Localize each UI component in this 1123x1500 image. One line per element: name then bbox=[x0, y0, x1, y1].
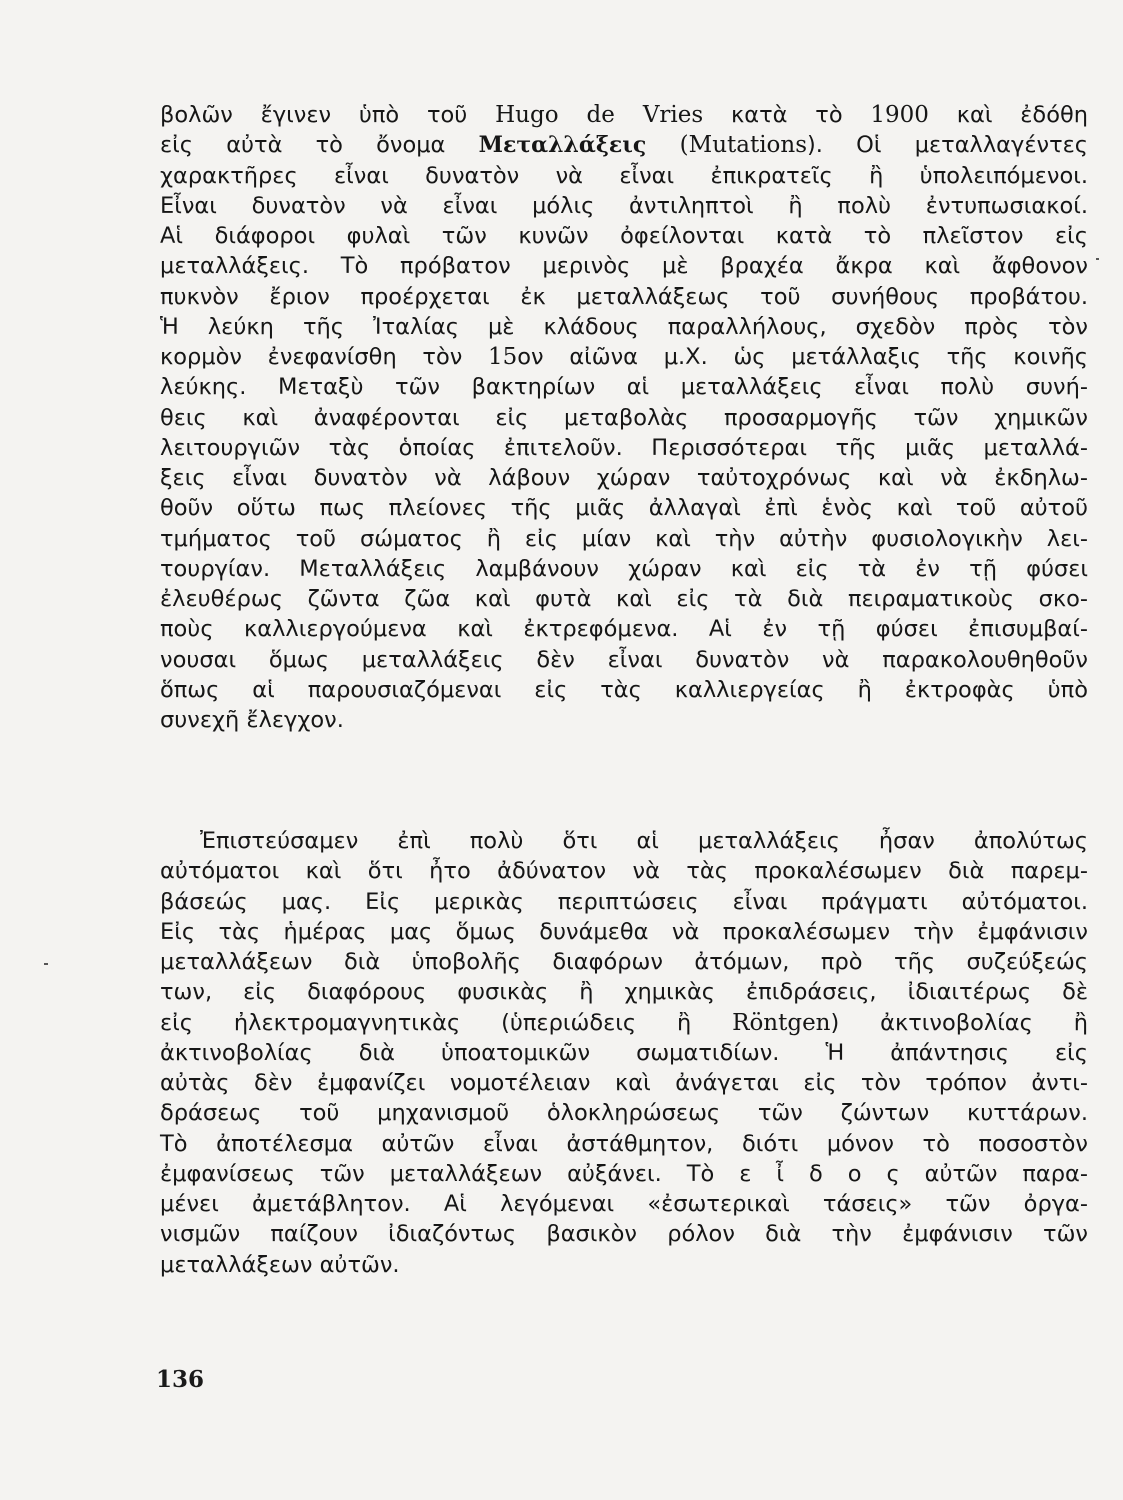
text-line: θεις καὶ ἀναφέρονται εἰς μεταβολὰς προσαρμογῆς τῶν χημικῶν bbox=[160, 404, 1088, 431]
text-line: Εἰς τὰς ἡμέρας μας ὅμως δυνάμεθα νὰ προκαλέσωμεν τὴν ἐμφάνισιν bbox=[160, 918, 1088, 945]
text-line: βολῶν ἔγινεν ὑπὸ τοῦ Hugo de Vries κατὰ τὸ 1900 καὶ ἐδόθη bbox=[160, 102, 1088, 128]
margin-speck bbox=[1096, 258, 1099, 260]
text-line: ἀκτινοβολίας διὰ ὑποατομικῶν σωματιδίων. Ἡ ἀπάντησις εἰς bbox=[160, 1039, 1088, 1066]
text-line: ὅπως αἱ παρουσιαζόμεναι εἰς τὰς καλλιεργείας ἢ ἐκτροφὰς ὑπὸ bbox=[160, 676, 1088, 703]
text-line: χαρακτῆρες εἶναι δυνατὸν νὰ εἶναι ἐπικρατεῖς ἢ ὑπολειπόμενοι. bbox=[160, 162, 1088, 189]
text-line: συνεχῆ ἔλεγχον. bbox=[160, 707, 344, 733]
text-line: Αἱ διάφοροι φυλαὶ τῶν κυνῶν ὀφείλονται κατὰ τὸ πλεῖστον εἰς bbox=[160, 223, 1088, 249]
bold-term: Μεταλλάξεις bbox=[478, 132, 647, 159]
text-line: Τὸ ἀποτέλεσμα αὐτῶν εἶναι ἀστάθμητον, διότι μόνον τὸ ποσοστὸν bbox=[160, 1130, 1088, 1157]
latin-term: Mutations bbox=[688, 132, 808, 159]
text-line: των, εἰς διαφόρους φυσικὰς ἢ χημικὰς ἐπιδράσεις, ἰδιαιτέρως δὲ bbox=[160, 979, 1088, 1006]
text-line: μεταλλάξεις. Τὸ πρόβατον μερινὸς μὲ βραχέα ἄκρα καὶ ἄφθονον bbox=[160, 253, 1088, 280]
text-line: αὐτόματοι καὶ ὅτι ἦτο ἀδύνατον νὰ τὰς προκαλέσωμεν διὰ παρεμ- bbox=[160, 858, 1088, 885]
text-line: εἰς ἠλεκτρομαγνητικὰς (ὑπεριώδεις ἢ Röntgen) ἀκτινοβολίας ἢ bbox=[160, 1009, 1088, 1036]
text-line: Εἶναι δυνατὸν νὰ εἶναι μόλις ἀντιληπτοὶ ἢ πολὺ ἐντυπωσιακοί. bbox=[160, 192, 1088, 219]
text-line: εἰς αὐτὰ τὸ ὄνομα Μεταλλάξεις (Mutations). Οἱ μεταλλαγέντες bbox=[160, 132, 1088, 159]
text-line: λειτουργιῶν τὰς ὁποίας ἐπιτελοῦν. Περισσότεραι τῆς μιᾶς μεταλλά- bbox=[160, 434, 1088, 461]
text-line: ἐμφανίσεως τῶν μεταλλάξεων αὐξάνει. Τὸ ε ἶ δ ο ς αὐτῶν παρα- bbox=[160, 1160, 1088, 1187]
text-line: ξεις εἶναι δυνατὸν νὰ λάβουν χώραν ταὐτοχρόνως καὶ νὰ ἐκδηλω- bbox=[160, 465, 1088, 491]
text-line: κορμὸν ἐνεφανίσθη τὸν 15ον αἰῶνα μ.Χ. ὡς μετάλλαξις τῆς κοινῆς bbox=[160, 344, 1088, 370]
year: 1900 bbox=[870, 102, 929, 128]
text-line: μεταλλάξεων αὐτῶν. bbox=[160, 1251, 400, 1278]
text-line: τουργίαν. Μεταλλάξεις λαμβάνουν χώραν καὶ εἰς τὰ ἐν τῇ φύσει bbox=[160, 555, 1088, 582]
text-line: Ἡ λεύκη τῆς Ἰταλίας μὲ κλάδους παραλλήλους, σχεδὸν πρὸς τὸν bbox=[160, 313, 1088, 340]
century-number: 15 bbox=[488, 344, 518, 370]
text-line: αὐτὰς δὲν ἐμφανίζει νομοτέλειαν καὶ ἀνάγεται εἰς τὸν τρόπον ἀντι- bbox=[160, 1070, 1088, 1096]
latin-name: Röntgen bbox=[732, 1009, 831, 1036]
text-line: ποὺς καλλιεργούμενα καὶ ἐκτρεφόμενα. Αἱ ἐν τῇ φύσει ἐπισυμβαί- bbox=[160, 616, 1088, 643]
text-line: λεύκης. Μεταξὺ τῶν βακτηρίων αἱ μεταλλάξεις εἶναι πολὺ συνή- bbox=[160, 374, 1088, 401]
paragraph-1 bbox=[160, 100, 1088, 735]
text-line: δράσεως τοῦ μηχανισμοῦ ὁλοκληρώσεως τῶν ζώντων κυττάρων. bbox=[160, 1100, 1088, 1127]
text-line: μεταλλάξεων διὰ ὑποβολῆς διαφόρων ἀτόμων, πρὸ τῆς συζεύξεώς bbox=[160, 949, 1088, 975]
text-line: νισμῶν παίζουν ἰδιαζόντως βασικὸν ρόλον διὰ τὴν ἐμφάνισιν τῶν bbox=[160, 1221, 1088, 1248]
text-line: μένει ἀμετάβλητον. Αἱ λεγόμεναι «ἐσωτερικαὶ τάσεις» τῶν ὀργα- bbox=[160, 1191, 1088, 1217]
text-line: νουσαι ὅμως μεταλλάξεις δὲν εἶναι δυνατὸν νὰ παρακολουθηθοῦν bbox=[160, 646, 1088, 673]
paragraph-2 bbox=[160, 826, 1088, 1280]
latin-name: Hugo de Vries bbox=[495, 102, 704, 128]
text-line: πυκνὸν ἔριον προέρχεται ἐκ μεταλλάξεως τοῦ συνήθους προβάτου. bbox=[160, 283, 1088, 310]
text-line: βάσεώς μας. Εἰς μερικὰς περιπτώσεις εἶναι πράγματι αὐτόματοι. bbox=[160, 888, 1088, 915]
text-line: θοῦν οὕτω πως πλείονες τῆς μιᾶς ἀλλαγαὶ ἐπὶ ἑνὸς καὶ τοῦ αὐτοῦ bbox=[160, 495, 1088, 522]
margin-speck bbox=[44, 963, 48, 965]
page-number: 136 bbox=[156, 1366, 205, 1393]
text-line: τμήματος τοῦ σώματος ἢ εἰς μίαν καὶ τὴν αὐτὴν φυσιολογικὴν λει- bbox=[160, 525, 1088, 552]
text-line: Ἐπιστεύσαμεν ἐπὶ πολὺ ὅτι αἱ μεταλλάξεις ἦσαν ἀπολύτως bbox=[200, 828, 1088, 854]
text-line: ἐλευθέρως ζῶντα ζῶα καὶ φυτὰ καὶ εἰς τὰ διὰ πειραματικοὺς σκο- bbox=[160, 586, 1088, 612]
